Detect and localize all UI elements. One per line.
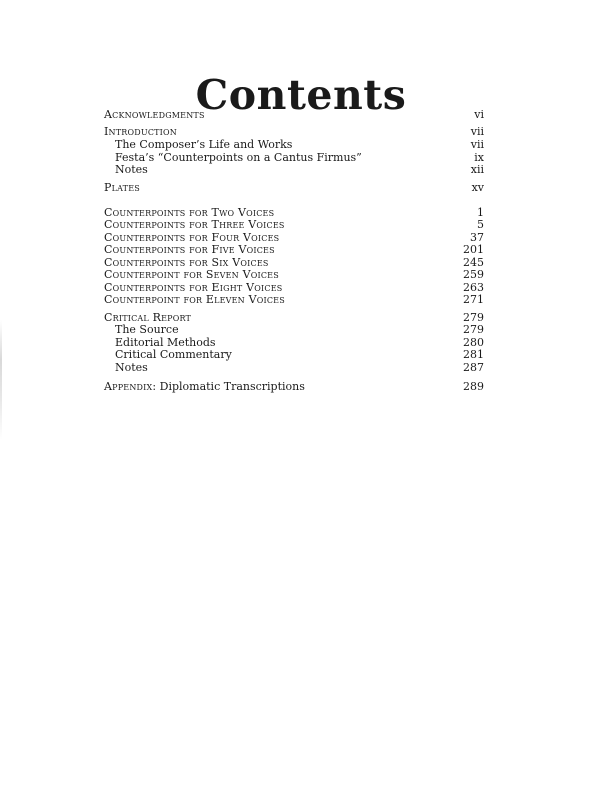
- toc-entry-label: Critical Commentary: [115, 348, 232, 361]
- toc-entry-label-suffix: : Diplomatic Transcriptions: [152, 380, 305, 393]
- toc-entry-report-notes[interactable]: [104, 361, 484, 374]
- toc-entry-plates[interactable]: [104, 181, 484, 194]
- toc-entry-label-main: Appendix: [104, 380, 153, 393]
- toc-entry-acknowledgments[interactable]: [104, 108, 484, 121]
- toc-entry-page: 5: [477, 218, 484, 231]
- toc-entry-label: Counterpoint for Eleven Voices: [104, 293, 285, 306]
- toc-entry-label: The Composer’s Life and Works: [115, 138, 293, 151]
- toc-entry-page: 259: [463, 268, 484, 281]
- toc-entry-label: Notes: [115, 163, 148, 176]
- toc-entry-label: Counterpoints for Eight Voices: [104, 281, 283, 294]
- toc-entry-page: 287: [463, 361, 484, 374]
- toc-entry-label: Notes: [115, 361, 148, 374]
- toc-entry-label: Counterpoint for Seven Voices: [104, 268, 279, 281]
- toc-entry-page: 1: [477, 206, 484, 219]
- scan-margin-mark: [0, 320, 2, 440]
- toc-entry-seven-voices[interactable]: [104, 268, 484, 281]
- toc-entry-label: The Source: [115, 323, 179, 336]
- toc-entry-appendix[interactable]: [104, 380, 484, 393]
- toc-entry-page: 289: [463, 380, 484, 393]
- toc-entry-label: Acknowledgments: [104, 108, 205, 121]
- toc-entry-label: Counterpoints for Three Voices: [104, 218, 285, 231]
- page-title: Contents: [195, 71, 407, 120]
- toc-entry-page: 279: [463, 323, 484, 336]
- toc-entry-page: vii: [470, 125, 484, 138]
- toc-entry-eleven-voices[interactable]: [104, 293, 484, 306]
- toc-entry-page: 263: [463, 281, 484, 294]
- toc-entry-label: Counterpoints for Six Voices: [104, 256, 269, 269]
- toc-entry-label: Counterpoints for Two Voices: [104, 206, 275, 219]
- toc-entry-page: xv: [471, 181, 484, 194]
- toc-entry-label: Critical Report: [104, 311, 192, 324]
- toc-entry-page: 201: [463, 243, 484, 256]
- toc-entry-page: xii: [470, 163, 484, 176]
- toc-entry-page: vii: [470, 138, 484, 151]
- toc-entry-page: ix: [474, 151, 484, 164]
- toc-entry-page: 279: [463, 311, 484, 324]
- toc-entry-label: Counterpoints for Five Voices: [104, 243, 275, 256]
- toc-entry-page: 271: [463, 293, 484, 306]
- toc-entry-label: Editorial Methods: [115, 336, 216, 349]
- toc-entry-page: vi: [474, 108, 484, 121]
- toc-entry-five-voices[interactable]: [104, 243, 484, 256]
- toc-entry-critical-commentary[interactable]: [104, 348, 484, 361]
- toc-entry-page: 245: [463, 256, 484, 269]
- toc-entry-label: Festa’s “Counterpoints on a Cantus Firmus”: [115, 151, 362, 164]
- toc-entry-label: Introduction: [104, 125, 177, 138]
- toc-entry-label: [104, 380, 305, 393]
- toc-entry-page: 280: [463, 336, 484, 349]
- toc-entry-composers-life[interactable]: [104, 138, 484, 151]
- toc-entry-page: 37: [470, 231, 484, 244]
- toc-entry-label: Counterpoints for Four Voices: [104, 231, 280, 244]
- toc-entry-page: 281: [463, 348, 484, 361]
- toc-entry-the-source[interactable]: [104, 323, 484, 336]
- toc-entry-three-voices[interactable]: [104, 218, 484, 231]
- toc-entry-introduction[interactable]: [104, 125, 484, 138]
- toc-entry-intro-notes[interactable]: [104, 163, 484, 176]
- toc-entry-label: Plates: [104, 181, 140, 194]
